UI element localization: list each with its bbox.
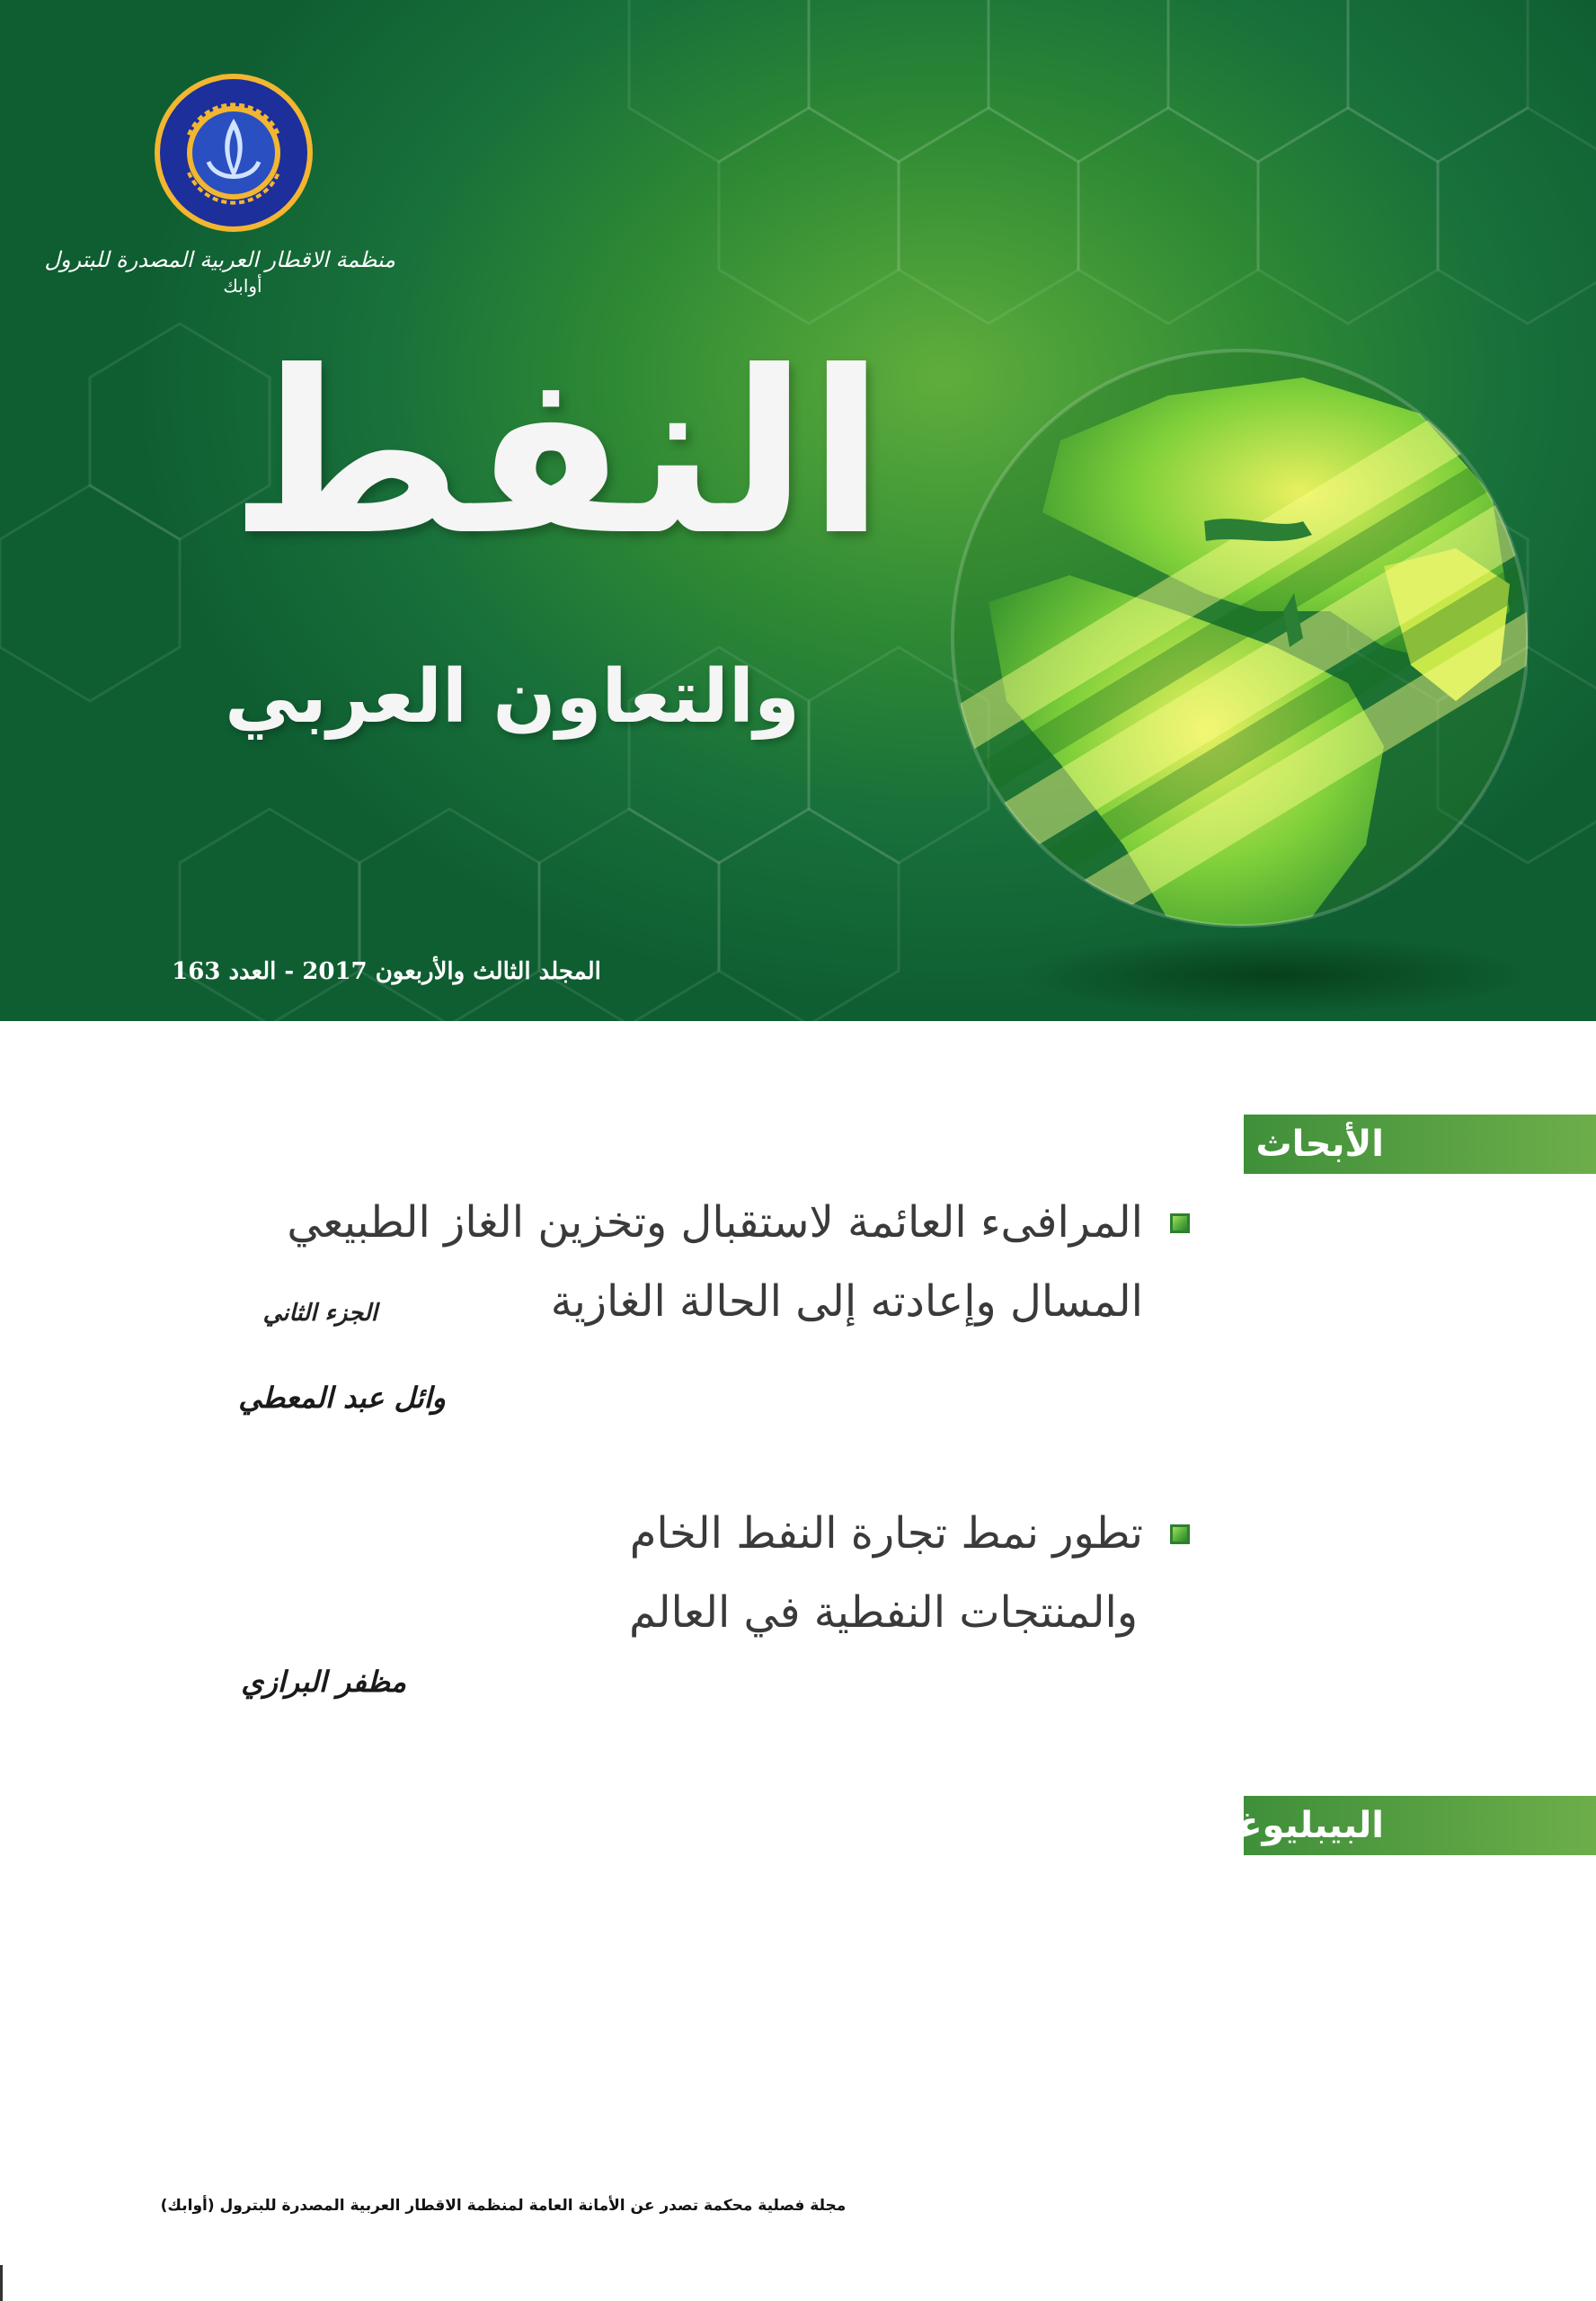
- article-1-title-line-2: المسال وإعادته إلى الحالة الغازية: [550, 1276, 1143, 1327]
- article-1-title-line-1: المرافىء العائمة لاستقبال وتخزين الغاز الطبيعي: [287, 1197, 1143, 1248]
- opec-logo: [153, 72, 315, 234]
- cover-header: [0, 0, 1596, 1021]
- article-2-author: مظفر البرازي: [241, 1665, 406, 1699]
- bullet-icon: [1170, 1213, 1190, 1233]
- margin-mark: [0, 2265, 3, 2301]
- organization-acronym: أوابك: [223, 275, 262, 297]
- bullet-icon: [1170, 1524, 1190, 1544]
- article-2-title-line-2: والمنتجات النفطية في العالم: [628, 1587, 1138, 1638]
- journal-title: النفط: [229, 323, 885, 584]
- issue-info: المجلد الثالث والأربعون 2017 - العدد 163: [172, 958, 601, 985]
- section-bibliography-header: [1151, 1796, 1596, 1855]
- section-research-header: [1244, 1115, 1596, 1174]
- article-2-title-line-1: تطور نمط تجارة النفط الخام: [629, 1508, 1143, 1559]
- journal-subtitle: والتعاون العربي: [225, 654, 800, 740]
- footer-text: مجلة فصلية محكمة تصدر عن الأمانة العامة لمنظمة الاقطار العربية المصدرة للبترول (أوابك): [160, 2197, 847, 2215]
- section-bibliography-label: البيبليوغرافيا: [1151, 1805, 1384, 1846]
- article-1-author: وائل عبد المعطي: [238, 1381, 446, 1415]
- organization-name: منظمة الاقطار العربية المصدرة للبترول: [44, 247, 395, 272]
- section-research-label: الأبحاث: [1255, 1124, 1384, 1165]
- article-1-note: الجزء الثاني: [262, 1300, 377, 1327]
- globe-illustration: [881, 342, 1528, 953]
